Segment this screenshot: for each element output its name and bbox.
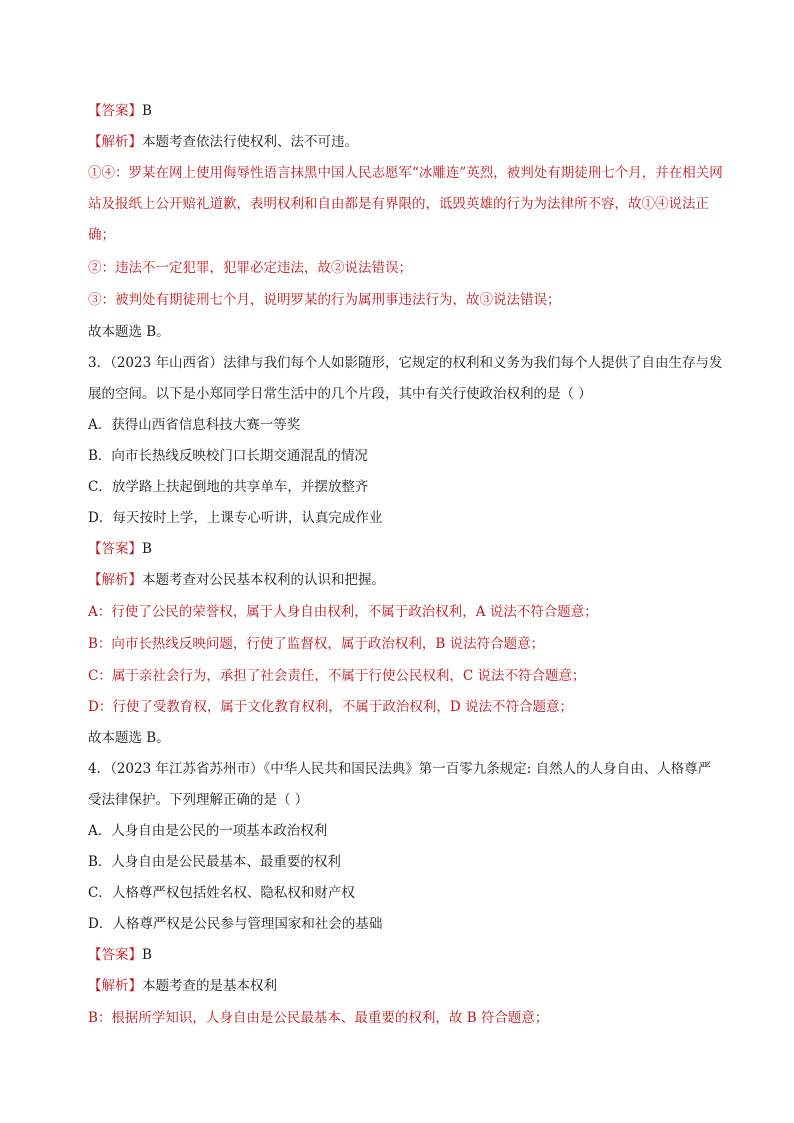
question3-explanation-d: D：行使了受教育权，属于文化教育权利，不属于政治权利，D 说法不符合题意； (88, 699, 573, 715)
analysis-tag: 【解析】 (88, 572, 142, 588)
answer-value: B (142, 947, 152, 963)
question4-stem-line1: 4．（2023 年江苏省苏州市）《中华人民共和国民法典》第一百零九条规定: 自然人的人身自由、人格尊严 (88, 761, 712, 777)
question3-option-a: A．获得山西省信息科技大赛一等奖 (88, 417, 301, 433)
question4-option-b: B．人身自由是公民最基本、最重要的权利 (88, 854, 341, 870)
analysis-text: 本题考查对公民基本权利的认识和把握。 (142, 572, 385, 588)
answer-tag: 【答案】 (88, 103, 142, 119)
question3-stem-line2: 展的空间。以下是小郑同学日常生活中的几个片段，其中有关行使政治权利的是（ ） (88, 386, 592, 402)
question3-explanation-b: B：向市长热线反映问题，行使了监督权，属于政治权利，B 说法符合题意； (88, 636, 545, 652)
question3-option-c: C．放学路上扶起倒地的共享单车，并摆放整齐 (88, 479, 369, 495)
question3-stem-line1: 3．（2023 年山西省）法律与我们每个人如影随形，它规定的权利和义务为我们每个人提供了自由生存与发 (88, 355, 723, 371)
answer-tag: 【答案】 (88, 947, 142, 963)
question3-option-d: D．每天按时上学，上课专心听讲，认真完成作业 (88, 510, 383, 526)
question4-option-d: D．人格尊严权是公民参与管理国家和社会的基础 (88, 916, 383, 932)
analysis-tag: 【解析】 (88, 134, 142, 150)
question3-explanation-c: C：属于亲社会行为，承担了社会责任，不属于行使公民权利，C 说法不符合题意； (88, 668, 586, 684)
explanation-3: ③：被判处有期徒刑七个月，说明罗某的行为属刑事违法行为，故③说法错误； (88, 292, 561, 308)
answer-line-q2 (88, 101, 708, 121)
question4-option-a: A．人身自由是公民的一项基本政治权利 (88, 823, 328, 839)
explanation-14-line3: 确； (88, 227, 115, 243)
explanation-14-line1: ①④：罗某在网上使用侮辱性语言抹黑中国人民志愿军“冰雕连”英烈，被判处有期徒刑七个月，并在相关网 (88, 165, 723, 181)
analysis-line-q3 (88, 570, 708, 590)
question3-explanation-a: A：行使了公民的荣誉权，属于人身自由权利，不属于政治权利，A 说法不符合题意； (88, 604, 598, 620)
answer-line-q4 (88, 945, 708, 965)
conclusion-q3: 故本题选 B。 (88, 730, 170, 746)
explanation-2: ②：违法不一定犯罪，犯罪必定违法，故②说法错误； (88, 260, 412, 276)
answer-value: B (142, 103, 152, 119)
question3-option-b: B．向市长热线反映校门口长期交通混乱的情况 (88, 448, 368, 464)
analysis-tag: 【解析】 (88, 978, 142, 994)
question4-stem-line2: 受法律保护。下列理解正确的是（ ） (88, 792, 309, 808)
analysis-line-q2 (88, 132, 708, 152)
analysis-line-q4 (88, 976, 708, 996)
question4-option-c: C．人格尊严权包括姓名权、隐私权和财产权 (88, 885, 355, 901)
analysis-text: 本题考查依法行使权利、法不可违。 (142, 134, 358, 150)
answer-line-q3 (88, 539, 708, 559)
question4-explanation-b: B：根据所学知识，人身自由是公民最基本、最重要的权利，故 B 符合题意； (88, 1010, 549, 1026)
conclusion-q2: 故本题选 B。 (88, 324, 170, 340)
answer-tag: 【答案】 (88, 541, 142, 557)
answer-value: B (142, 541, 152, 557)
analysis-text: 本题考查的是基本权利 (142, 978, 277, 994)
explanation-14-line2: 站及报纸上公开赔礼道歉，表明权利和自由都是有界限的，诋毁英雄的行为为法律所不容，故①④说法正 (88, 196, 709, 212)
